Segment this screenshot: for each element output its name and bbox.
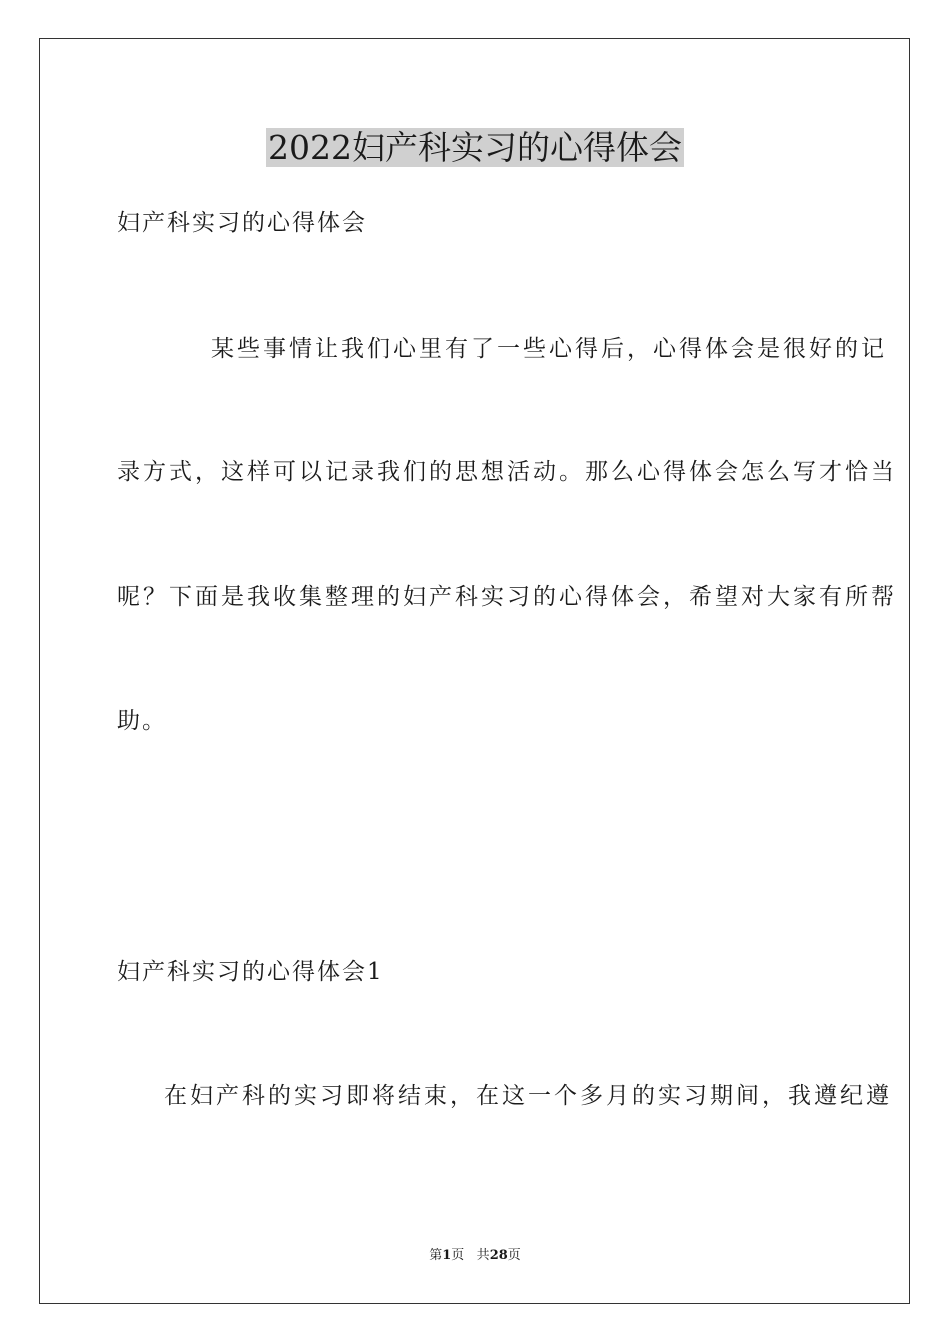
section-heading: 妇产科实习的心得体会1 [117, 959, 384, 985]
footer-page-prefix: 第 [429, 1248, 443, 1263]
document-title [0, 124, 950, 172]
footer-page-suffix: 页 [451, 1248, 465, 1263]
intro-line-2: 录方式，这样可以记录我们的思想活动。那么心得体会怎么写才恰当 [117, 459, 897, 485]
document-subtitle: 妇产科实习的心得体会 [117, 210, 367, 236]
footer-total-pages: 28 [489, 1248, 508, 1263]
section-line-1: 在妇产科的实习即将结束，在这一个多月的实习期间，我遵纪遵 [164, 1083, 892, 1109]
footer-total-prefix: 共 [476, 1248, 490, 1263]
footer-total-suffix: 页 [507, 1248, 521, 1263]
document-title-text: 2022妇产科实习的心得体会 [268, 128, 682, 167]
intro-line-3: 呢？下面是我收集整理的妇产科实习的心得体会，希望对大家有所帮 [117, 584, 897, 610]
footer-page-number: 1 [442, 1248, 452, 1263]
intro-line-4: 助。 [117, 708, 167, 734]
page-footer [0, 1247, 950, 1265]
intro-line-1: 某些事情让我们心里有了一些心得后，心得体会是很好的记 [211, 336, 887, 362]
